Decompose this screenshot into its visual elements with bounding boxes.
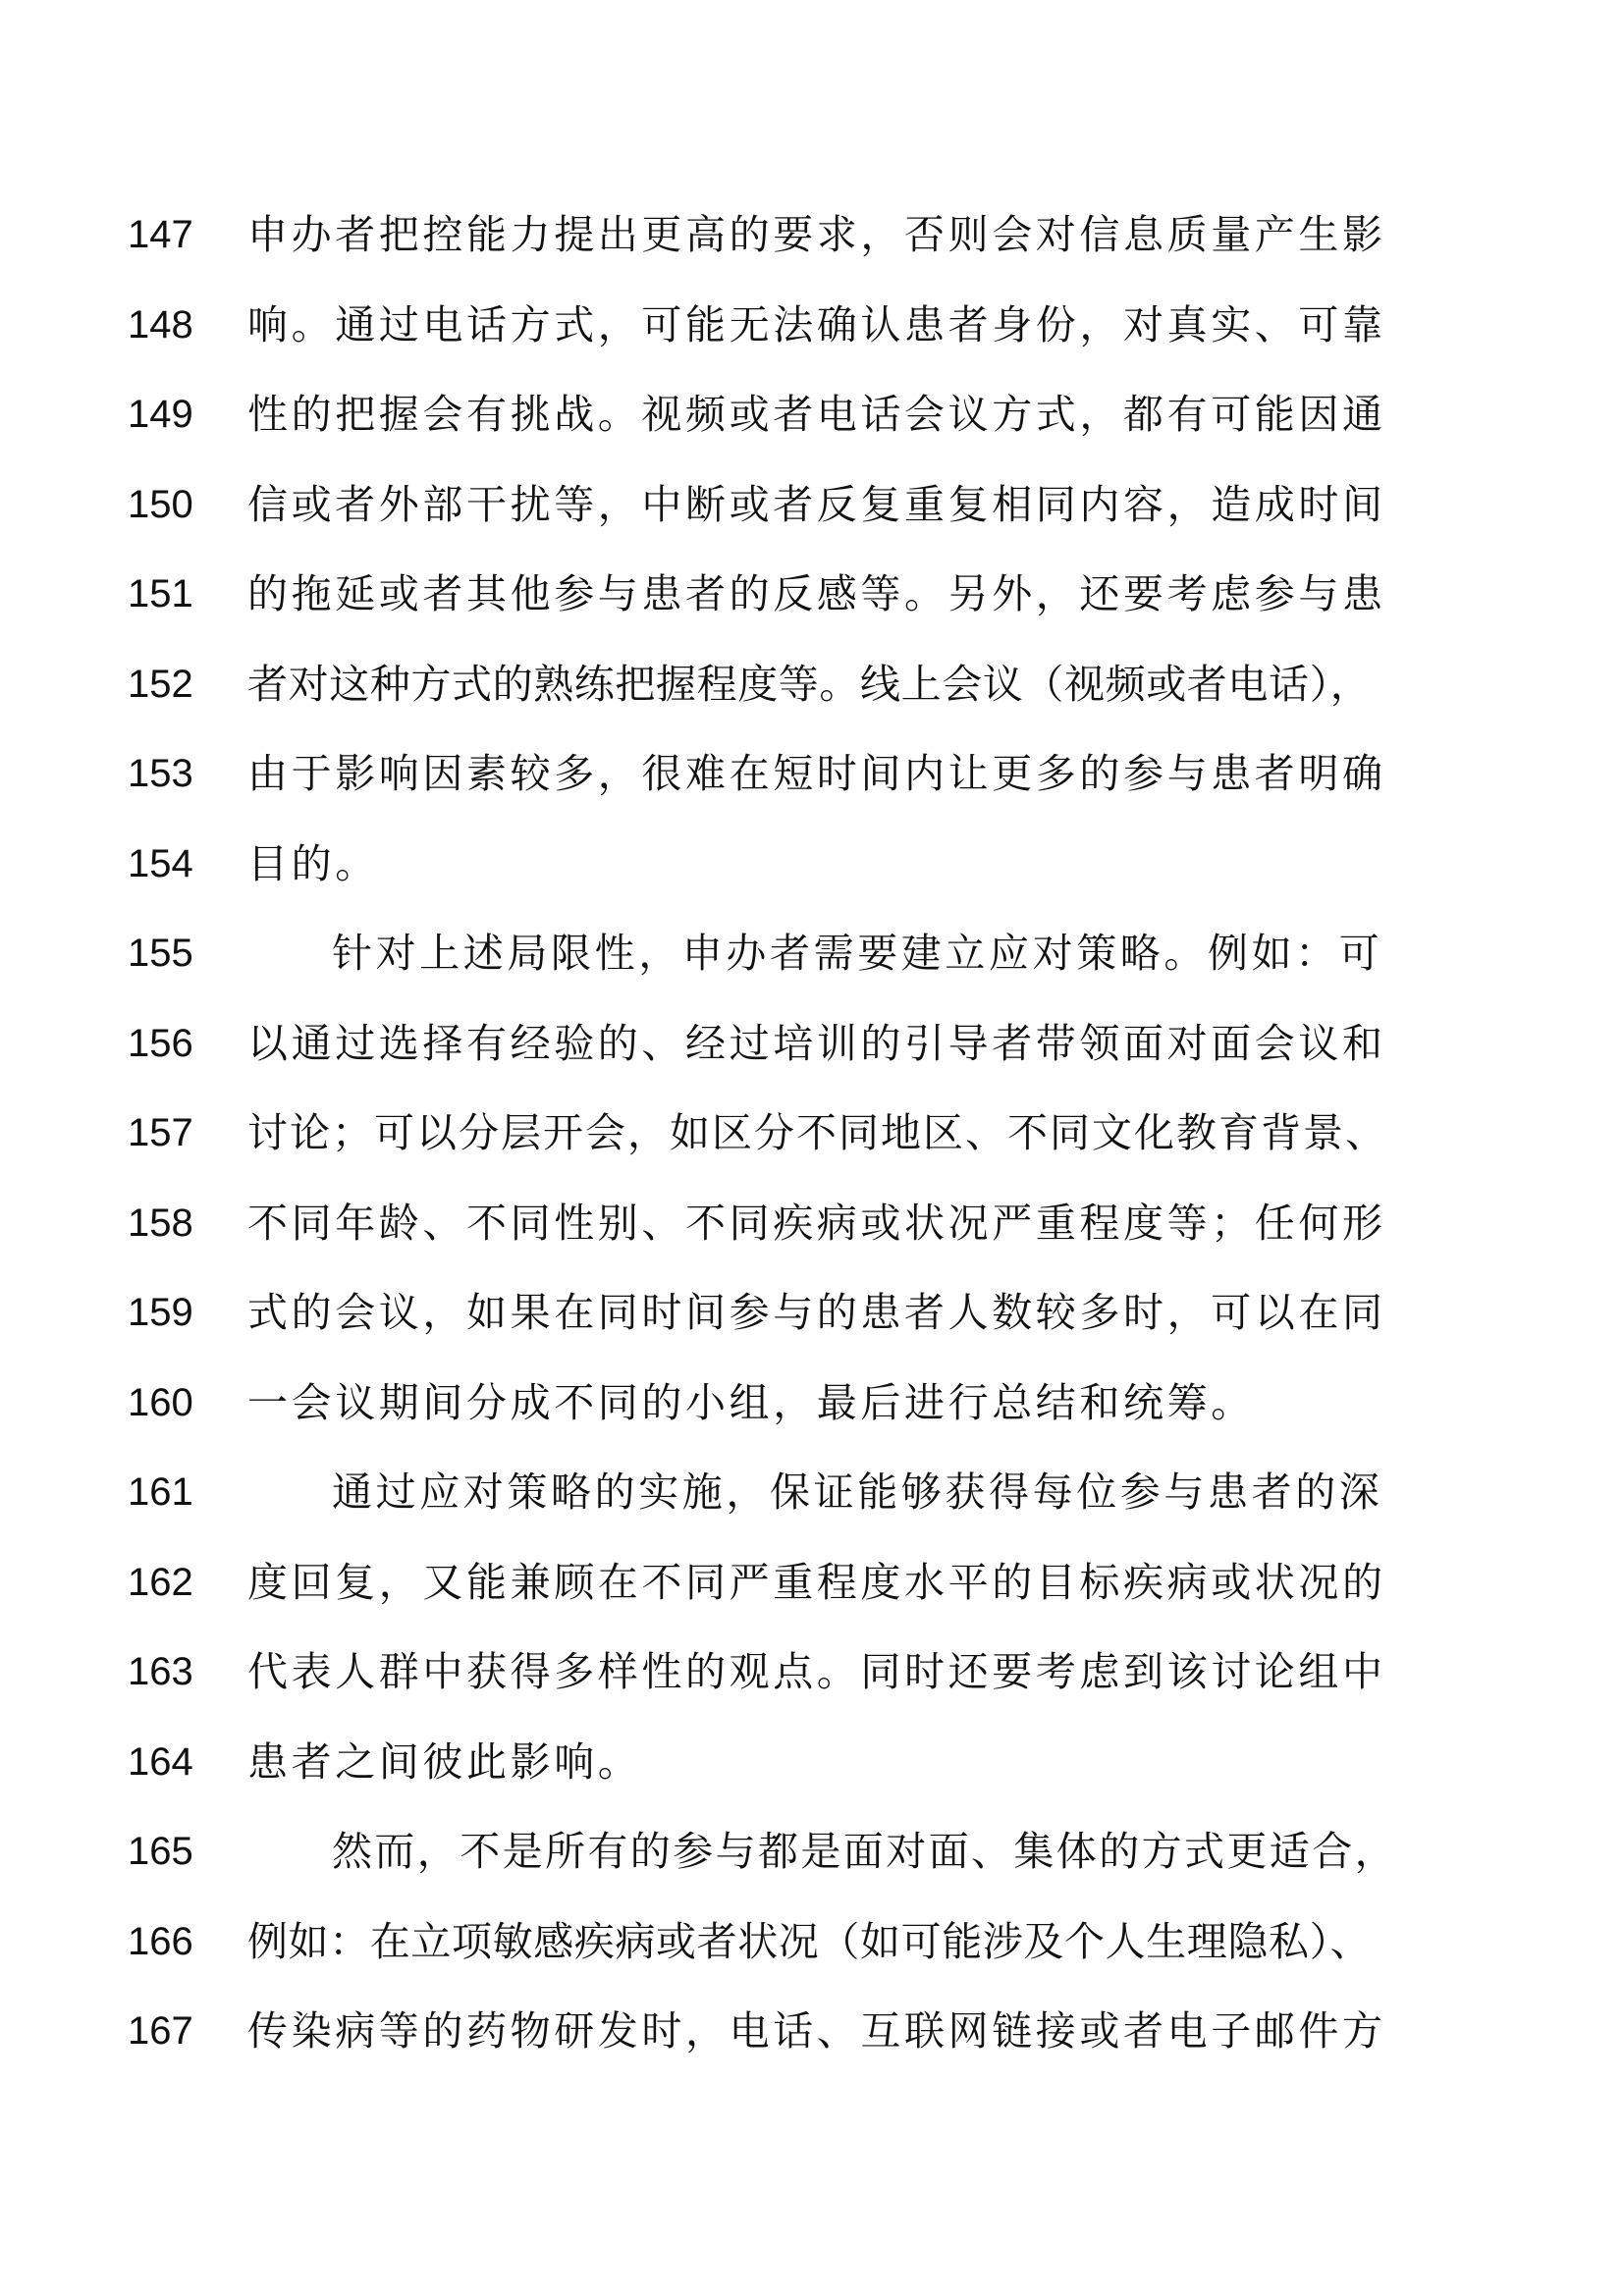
numbered-text-block xyxy=(0,207,1623,2094)
line-number: 152 xyxy=(128,662,193,706)
line-number: 151 xyxy=(128,572,193,615)
text-line xyxy=(0,1735,1623,1825)
line-text: 例如：在立项敏感疾病或者状况（如可能涉及个人生理隐私）、 xyxy=(247,1917,1372,1965)
line-number: 158 xyxy=(128,1201,193,1245)
text-line xyxy=(0,387,1623,477)
line-text: 讨论；可以分层开会，如区分不同地区、不同文化教育背景、 xyxy=(247,1109,1387,1156)
text-line xyxy=(0,836,1623,927)
line-text: 的拖延或者其他参与患者的反感等。另外，还要考虑参与患 xyxy=(247,570,1386,617)
line-text: 一会议期间分成不同的小组，最后进行总结和统筹。 xyxy=(247,1378,1255,1426)
text-line xyxy=(0,566,1623,657)
line-number: 163 xyxy=(128,1650,193,1693)
line-number: 148 xyxy=(128,302,193,347)
line-number: 165 xyxy=(128,1830,193,1873)
line-number: 166 xyxy=(128,1919,193,1963)
text-line xyxy=(0,1465,1623,1555)
line-number: 154 xyxy=(128,841,193,885)
text-line xyxy=(0,297,1623,388)
line-text: 然而，不是所有的参与都是面对面、集体的方式更适合， xyxy=(332,1828,1397,1875)
line-text: 目的。 xyxy=(247,839,379,887)
line-number: 160 xyxy=(128,1380,193,1424)
line-text: 不同年龄、不同性别、不同疾病或状况严重程度等；任何形 xyxy=(247,1199,1386,1247)
line-number: 147 xyxy=(128,213,193,256)
text-line xyxy=(0,1016,1623,1106)
line-text: 度回复，又能兼顾在不同严重程度水平的目标疾病或状况的 xyxy=(247,1558,1386,1606)
line-number: 162 xyxy=(128,1560,193,1604)
text-line xyxy=(0,477,1623,567)
text-line xyxy=(0,1914,1623,2004)
line-number: 167 xyxy=(128,2009,193,2053)
line-text: 响。通过电话方式，可能无法确认患者身份，对真实、可靠 xyxy=(247,300,1386,348)
line-text: 性的把握会有挑战。视频或者电话会议方式，都有可能因通 xyxy=(247,391,1386,438)
line-text: 式的会议，如果在同时间参与的患者人数较多时，可以在同 xyxy=(247,1289,1386,1336)
line-text: 针对上述局限性，申办者需要建立应对策略。例如：可 xyxy=(332,930,1383,977)
line-text: 代表人群中获得多样性的观点。同时还要考虑到该讨论组中 xyxy=(247,1648,1386,1695)
line-number: 153 xyxy=(128,752,193,795)
line-text: 传染病等的药物研发时，电话、互联网链接或者电子邮件方 xyxy=(247,2007,1386,2055)
line-number: 157 xyxy=(128,1111,193,1154)
text-line xyxy=(0,657,1623,747)
text-line xyxy=(0,207,1623,297)
text-line xyxy=(0,1375,1623,1466)
line-text: 患者之间彼此影响。 xyxy=(247,1737,642,1786)
line-text: 由于影响因素较多，很难在短时间内让更多的参与患者明确 xyxy=(247,750,1386,797)
line-text: 以通过选择有经验的、经过培训的引导者带领面对面会议和 xyxy=(247,1019,1386,1067)
line-text: 者对这种方式的熟练把握程度等。线上会议（视频或者电话）， xyxy=(247,660,1372,708)
text-line xyxy=(0,1285,1623,1375)
line-number: 161 xyxy=(128,1470,193,1514)
text-line xyxy=(0,1824,1623,1914)
line-number: 149 xyxy=(128,393,193,436)
text-line xyxy=(0,1555,1623,1645)
line-number: 150 xyxy=(128,482,193,526)
line-text: 通过应对策略的实施，保证能够获得每位参与患者的深 xyxy=(332,1468,1383,1516)
text-line xyxy=(0,1196,1623,1286)
text-line xyxy=(0,1644,1623,1735)
line-text: 申办者把控能力提出更高的要求，否则会对信息质量产生影 xyxy=(247,211,1386,258)
line-number: 156 xyxy=(128,1021,193,1065)
line-text: 信或者外部干扰等，中断或者反复重复相同内容，造成时间 xyxy=(247,480,1386,528)
text-line xyxy=(0,926,1623,1016)
text-line xyxy=(0,1105,1623,1196)
line-number: 159 xyxy=(128,1291,193,1334)
text-line xyxy=(0,746,1623,836)
line-number: 155 xyxy=(128,932,193,975)
text-line xyxy=(0,2003,1623,2094)
line-number: 164 xyxy=(128,1739,193,1784)
